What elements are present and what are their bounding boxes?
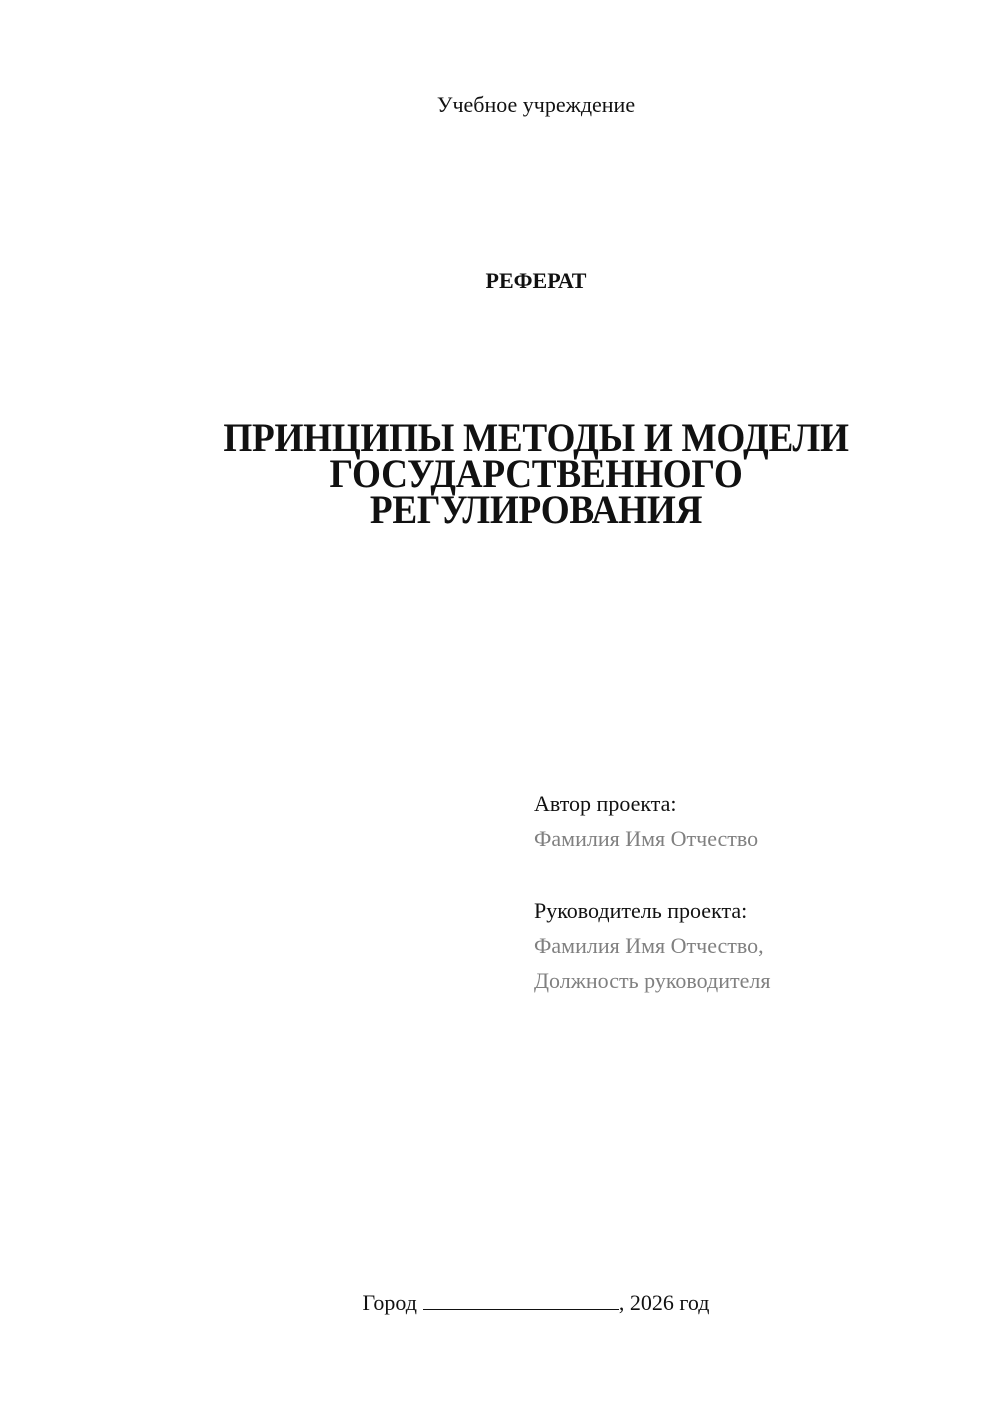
document-type: РЕФЕРАТ bbox=[485, 268, 587, 293]
author-name: Фамилия Имя Отчество bbox=[534, 826, 759, 851]
year-text: , 2026 год bbox=[618, 1290, 710, 1315]
supervisor-label: Руководитель проекта: bbox=[534, 898, 748, 923]
title-line-1: ПРИНЦИПЫ МЕТОДЫ И МОДЕЛИ bbox=[223, 415, 849, 460]
title-line-2: ГОСУДАРСТВЕННОГО bbox=[329, 451, 743, 496]
footer-city-year bbox=[0, 1290, 1000, 1316]
supervisor-position: Должность руководителя bbox=[534, 968, 771, 993]
institution-name: Учебное учреждение bbox=[436, 92, 636, 117]
supervisor-name: Фамилия Имя Отчество, bbox=[534, 933, 764, 958]
city-blank-line bbox=[423, 1291, 619, 1310]
title-line-3: РЕГУЛИРОВАНИЯ bbox=[369, 487, 703, 532]
document-title bbox=[38, 415, 1000, 532]
author-block bbox=[534, 786, 758, 856]
supervisor-block bbox=[534, 893, 770, 998]
author-label: Автор проекта: bbox=[534, 791, 677, 816]
city-label: Город bbox=[362, 1290, 417, 1315]
